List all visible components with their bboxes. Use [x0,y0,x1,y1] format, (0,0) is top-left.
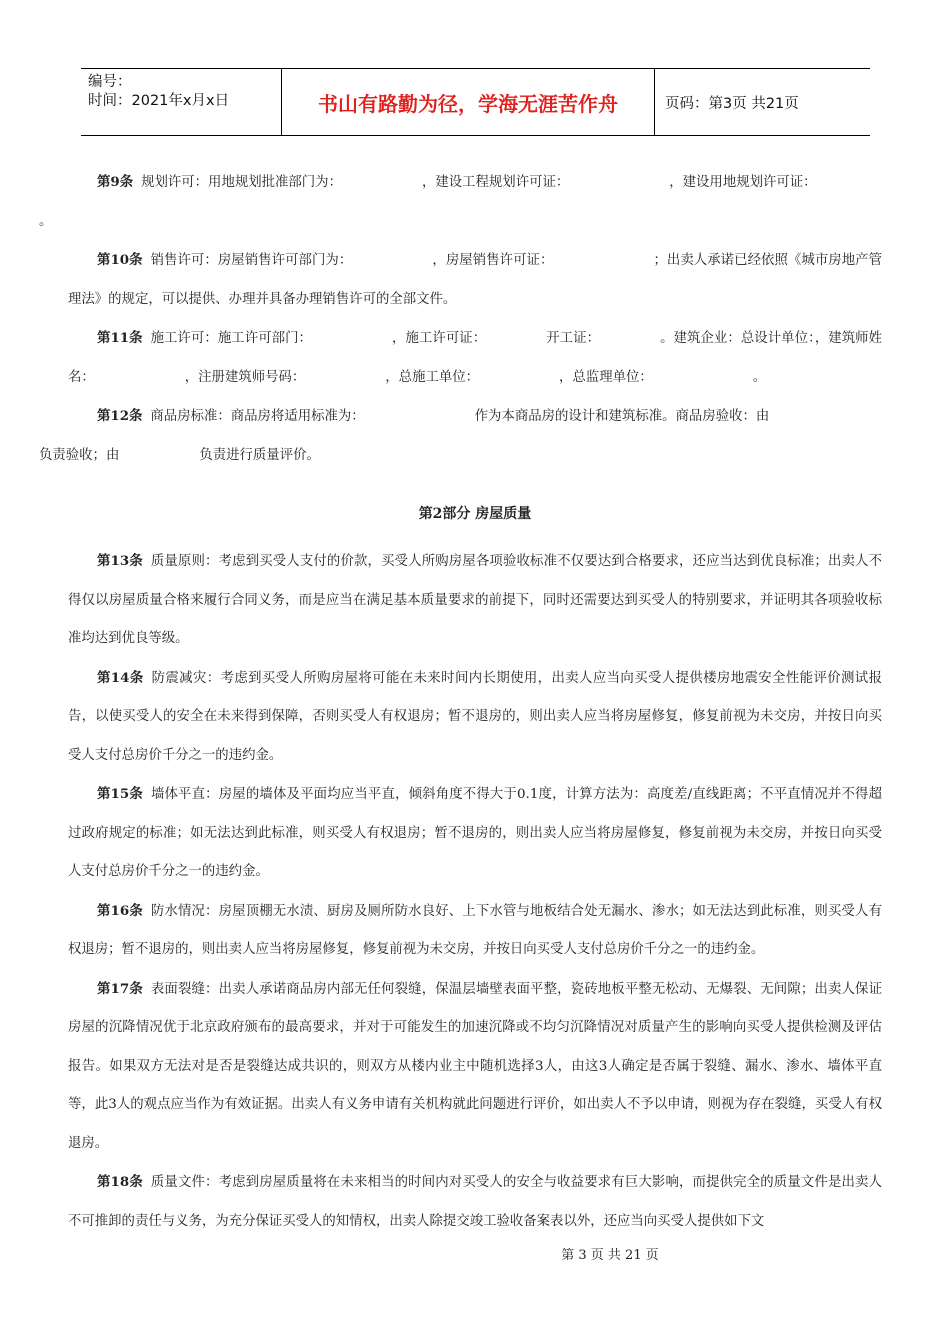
article-text: ，注册建筑师号码： [184,369,306,385]
article-text: 墙体平直：房屋的墙体及平面均应当平直，倾斜角度不得大于0.1度，计算方法为：高度差/直线距离；不平直情况并不得超过政府规定的标准；如无法达到此标准，则买受人有权退房；暂不退房的，则出卖人应当将房屋修复，修复前视为未交房，并按日向买受人支付总房价千分之一的违约金。 [68,787,882,879]
article-10 [68,241,882,319]
article-number: 第11条 [97,330,143,346]
article-number: 第14条 [97,669,144,686]
article-text: ，总施工单位： [385,369,480,385]
motto: 书山有路勤为径，学海无涯苦作舟 [281,69,655,135]
page-indicator: 页码：第3页 共21页 [665,95,799,112]
article-17 [68,970,882,1164]
article-number: 第9条 [97,174,134,190]
article-text: 开工证： [546,331,601,346]
article-text: 防震减灾：考虑到买受人所购房屋将可能在未来时间内长期使用，出卖人应当向买受人提供楼房地震安全性能评价测试报告，以使买受人的安全在未来得到保障，否则买受人有权退房；暂不退房的，则出卖人应当将房屋修复，修复前视为未交房，并按日向买受人支付总房价千分之一的违约金。 [68,670,882,763]
article-text: 作为本商品房的设计和建筑标准。商品房验收：由 [474,409,770,424]
article-number: 第12条 [97,408,143,424]
article-text: 负责进行质量评价。 [199,447,320,463]
article-number: 第16条 [97,902,143,919]
article-text: 规划许可：用地规划批准部门为： [141,175,342,190]
article-9 [39,163,882,241]
article-text: ，建设工程规划许可证： [421,175,570,190]
article-number: 第10条 [97,252,143,268]
article-text: ，施工许可证： [391,331,487,346]
article-number: 第17条 [97,980,143,997]
article-18 [68,1163,882,1241]
article-text: 。 [39,213,53,229]
page-footer: 第 3 页 共 21 页 [561,1248,659,1263]
article-text: 。建筑企业：总设计单位： [660,331,815,346]
article-number: 第13条 [97,553,143,569]
article-text: 。 [752,369,767,385]
article-text: 表面裂缝：出卖人承诺商品房内部无任何裂缝，保温层墙壁表面平整，瓷砖地板平整无松动、无爆裂、无间隙；出卖人保证房屋的沉降情况优于北京政府颁布的最高要求，并对于可能发生的加速沉降或不均匀沉降情况对质量产生的影响向买受人提供检测及评估报告。如果双方无法对是否是裂缝达成共识的，则双方从楼内业主中随机选择3人，由这3人确定是否属于裂缝、漏水、渗水、墙体平直等，此3人的观点应当作为有效证据。出卖人有义务申请有关机构就此问题进行评价，如出卖人不予以申请，则视为存在裂缝，买受人有权退房。 [68,981,882,1151]
article-text: 防水情况：房屋顶棚无水渍、厨房及厕所防水良好、上下水管与地板结合处无漏水、渗水；如无法达到此标准，则买受人有权退房；暂不退房的，则出卖人应当将房屋修复，修复前视为未交房，并按日向买受人支付总房价千分之一的违约金。 [68,903,882,957]
article-text: 施工许可：施工许可部门： [150,331,312,346]
header-meta [81,69,281,135]
article-number: 第18条 [97,1174,143,1190]
article-16 [68,892,882,970]
number-label: 编号： [88,74,132,90]
article-text: ，总监理单位： [559,369,653,385]
article-14 [68,659,882,776]
article-text: 销售许可：房屋销售许可部门为： [150,253,353,268]
document-body [39,163,883,1241]
article-12 [39,397,882,475]
article-text: ，建筑师姓名： [68,331,883,385]
article-text: ，建设用地规划许可证： [669,175,817,190]
article-text: 负责验收；由 [39,447,120,463]
time-label: 时间：2021年x月x日 [88,93,230,109]
article-text: 质量原则：考虑到买受人支付的价款，买受人所购房屋各项验收标准不仅要达到合格要求，还应当达到优良标准；出卖人不得仅以房屋质量合格来履行合同义务，而是应当在满足基本质量要求的前提下，同时还需要达到买受人的特别要求，并证明其各项验收标准均达到优良等级。 [68,554,882,646]
article-text: 商品房标准：商品房将适用标准为： [150,409,365,424]
section-title: 第2部分 房屋质量 [418,506,532,522]
article-text: ；出卖人承诺已经依照《城市房地产管理法》的规定，可以提供、办理并具备办理销售许可的全部文件。 [68,253,883,307]
article-text: ，房屋销售许可证： [432,253,554,268]
article-13 [68,542,882,659]
article-11 [68,319,882,397]
article-15 [68,775,882,892]
article-number: 第15条 [97,786,143,802]
document-header [81,68,870,136]
article-text: 质量文件：考虑到房屋质量将在未来相当的时间内对买受人的安全与收益要求有巨大影响，而提供完全的质量文件是出卖人不可推卸的责任与义务，为充分保证买受人的知情权，出卖人除提交竣工验收备案表以外，还应当向买受人提供如下文 [68,1175,882,1229]
